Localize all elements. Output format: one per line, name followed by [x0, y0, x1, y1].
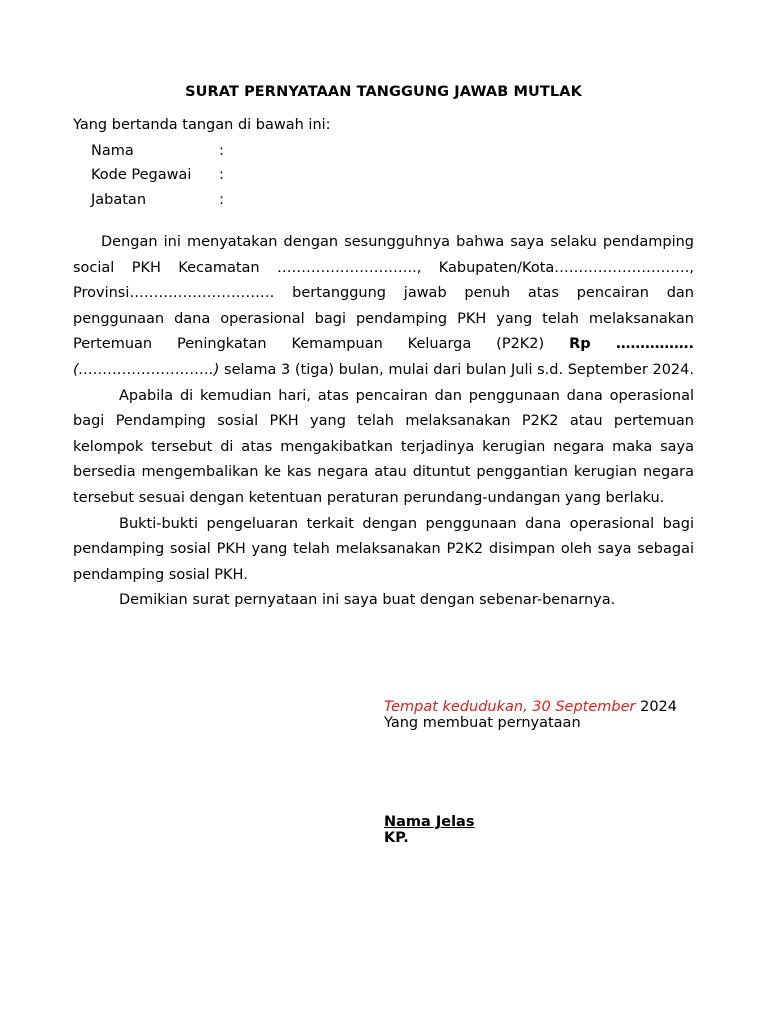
statement-body [73, 230, 694, 614]
amount-figure: Rp ……………. [569, 336, 695, 353]
field-separator: : [219, 191, 224, 208]
signature-name: Nama Jelas [384, 814, 475, 830]
field-separator: : [219, 167, 224, 184]
paragraph-statement-text-b: selama 3 (tiga) bulan, mulai dari bulan Juli s.d. September 2024. [219, 361, 694, 378]
field-row-kode-pegawai [91, 166, 224, 190]
amount-words: (……………………….) [73, 361, 220, 378]
paragraph-statement-text-a: Dengan ini menyatakan dengan sesungguhnya bahwa saya selaku pendamping social PKH Kecamatan ……………………….., Kabupaten/Kota………………………., Provinsi………………………… bertanggung jawab penuh atas pencairan dan penggunaan dana operasional bagi pendamping PKH yang telah melaksanakan Pertemuan Peningkatan Kemampuan Keluarga (P2K2) [73, 234, 694, 353]
paragraph-statement [73, 230, 694, 384]
field-label-nama: Nama [91, 143, 134, 159]
field-label-kode-pegawai: Kode Pegawai [91, 167, 192, 184]
signature-kp: KP. [384, 830, 409, 846]
paragraph-liability: Apabila di kemudian hari, atas pencairan dan penggunaan dana operasional bagi Pendamping sosial PKH yang telah melaksanakan P2K2 atau pertemuan kelompok tersebut di atas mengakibatkan terjadinya kerugian negara maka saya bersedia mengembalikan ke kas negara atau dituntut penggantian kerugian negara tersebut sesuai dengan ketentuan peraturan perundang-undangan yang berlaku. [73, 387, 694, 506]
paragraph-evidence: Bukti-bukti pengeluaran terkait dengan penggunaan dana operasional bagi pendamping sosial PKH yang telah melaksanakan P2K2 disimpan oleh saya sebagai pendamping sosial PKH. [73, 515, 694, 583]
identity-fields [91, 142, 224, 215]
place-date-placeholder: Tempat kedudukan, 30 September [384, 699, 636, 715]
field-row-jabatan [91, 191, 224, 215]
field-label-jabatan: Jabatan [91, 191, 147, 208]
signature-year: 2024 [635, 699, 678, 715]
document-title: SURAT PERNYATAAN TANGGUNG JAWAB MUTLAK [185, 84, 582, 100]
paragraph-closing: Demikian surat pernyataan ini saya buat dengan sebenar-benarnya. [119, 592, 616, 609]
intro-line: Yang bertanda tangan di bawah ini: [73, 117, 331, 133]
field-separator: : [219, 143, 224, 159]
field-row-nama [91, 142, 224, 166]
signature-maker-label: Yang membuat pernyataan [384, 715, 581, 731]
